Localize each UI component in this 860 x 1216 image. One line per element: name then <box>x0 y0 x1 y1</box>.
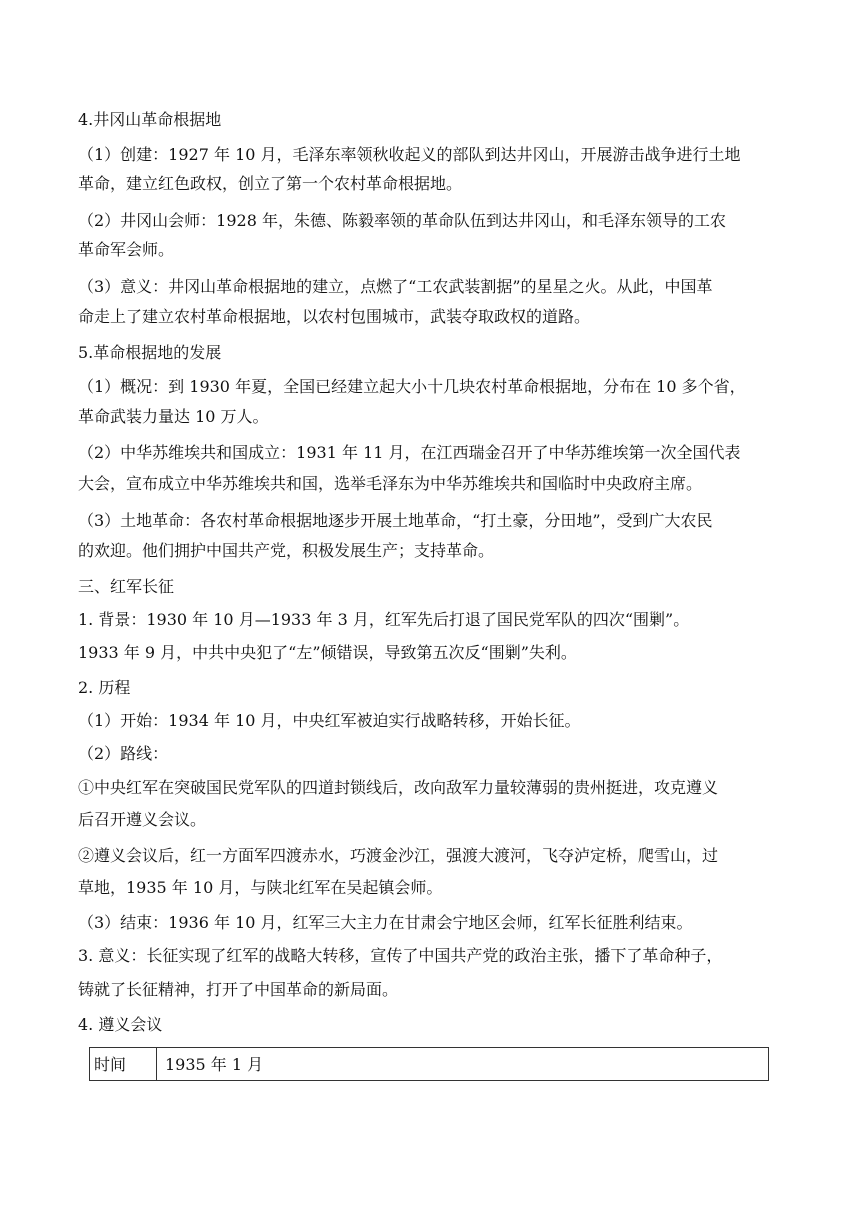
paragraph-line: 后召开遵义会议。 <box>78 810 207 829</box>
paragraph-line: 大会，宣布成立中华苏维埃共和国，选举毛泽东为中华苏维埃共和国临时中央政府主席。 <box>78 474 703 493</box>
paragraph-line: ①中央红军在突破国民党军队的四道封锁线后，改向敌军力量较薄弱的贵州挺进，攻克遵义 <box>78 778 719 797</box>
paragraph-line: （2）路线： <box>78 744 169 763</box>
table-label-cell: 时间 <box>90 1048 157 1080</box>
paragraph-line: 革命军会师。 <box>78 240 175 259</box>
paragraph-line: 1933 年 9 月，中共中央犯了“左”倾错误，导致第五次反“围剿”失利。 <box>78 643 577 662</box>
paragraph-line: 的欢迎。他们拥护中国共产党，积极发展生产；支持革命。 <box>78 541 495 560</box>
paragraph-line: ②遵义会议后，红一方面军四渡赤水，巧渡金沙江，强渡大渡河，飞夺泸定桥，爬雪山，过 <box>78 846 719 865</box>
paragraph-line: （2）中华苏维埃共和国成立：1931 年 11 月，在江西瑞金召开了中华苏维埃第一次全国代表 <box>78 443 741 462</box>
section-heading: 5.革命根据地的发展 <box>78 343 222 362</box>
section-heading: 三、红军长征 <box>78 577 175 596</box>
paragraph-line: 铸就了长征精神，打开了中国革命的新局面。 <box>78 980 399 999</box>
paragraph-line: 命走上了建立农村革命根据地，以农村包围城市，武装夺取政权的道路。 <box>78 307 591 326</box>
section-heading: 2. 历程 <box>78 678 131 697</box>
paragraph-line: （3）土地革命：各农村革命根据地逐步开展土地革命，“打土豪，分田地”，受到广大农民 <box>78 511 713 530</box>
section-heading: 4.井冈山革命根据地 <box>78 110 222 129</box>
paragraph-line: （1）开始：1934 年 10 月，中央红军被迫实行战略转移，开始长征。 <box>78 711 581 730</box>
table-value-cell: 1935 年 1 月 <box>165 1055 264 1074</box>
paragraph-line: （2）井冈山会师：1928 年，朱德、陈毅率领的革命队伍到达井冈山，和毛泽东领导的工农 <box>78 211 726 230</box>
paragraph-line: 草地，1935 年 10 月，与陕北红军在吴起镇会师。 <box>78 878 443 897</box>
section-heading: 4. 遵义会议 <box>78 1015 163 1034</box>
paragraph-line: 1. 背景：1930 年 10 月—1933 年 3 月，红军先后打退了国民党军队的四次“围剿”。 <box>78 610 690 629</box>
paragraph-line: （3）意义：井冈山革命根据地的建立，点燃了“工农武装割据”的星星之火。从此，中国革 <box>78 277 713 296</box>
paragraph-line: 3. 意义：长征实现了红军的战略大转移，宣传了中国共产党的政治主张，播下了革命种子， <box>78 946 723 965</box>
paragraph-line: 革命武装力量达 10 万人。 <box>78 407 269 426</box>
zunyi-meeting-table <box>89 1047 769 1081</box>
paragraph-line: （1）创建：1927 年 10 月，毛泽东率领秋收起义的部队到达井冈山，开展游击战争进行土地 <box>78 145 741 164</box>
paragraph-line: （1）概况：到 1930 年夏，全国已经建立起大小十几块农村革命根据地，分布在 10 多个省， <box>78 377 746 396</box>
paragraph-line: （3）结束：1936 年 10 月，红军三大主力在甘肃会宁地区会师，红军长征胜利结束。 <box>78 913 693 932</box>
paragraph-line: 革命，建立红色政权，创立了第一个农村革命根据地。 <box>78 174 463 193</box>
